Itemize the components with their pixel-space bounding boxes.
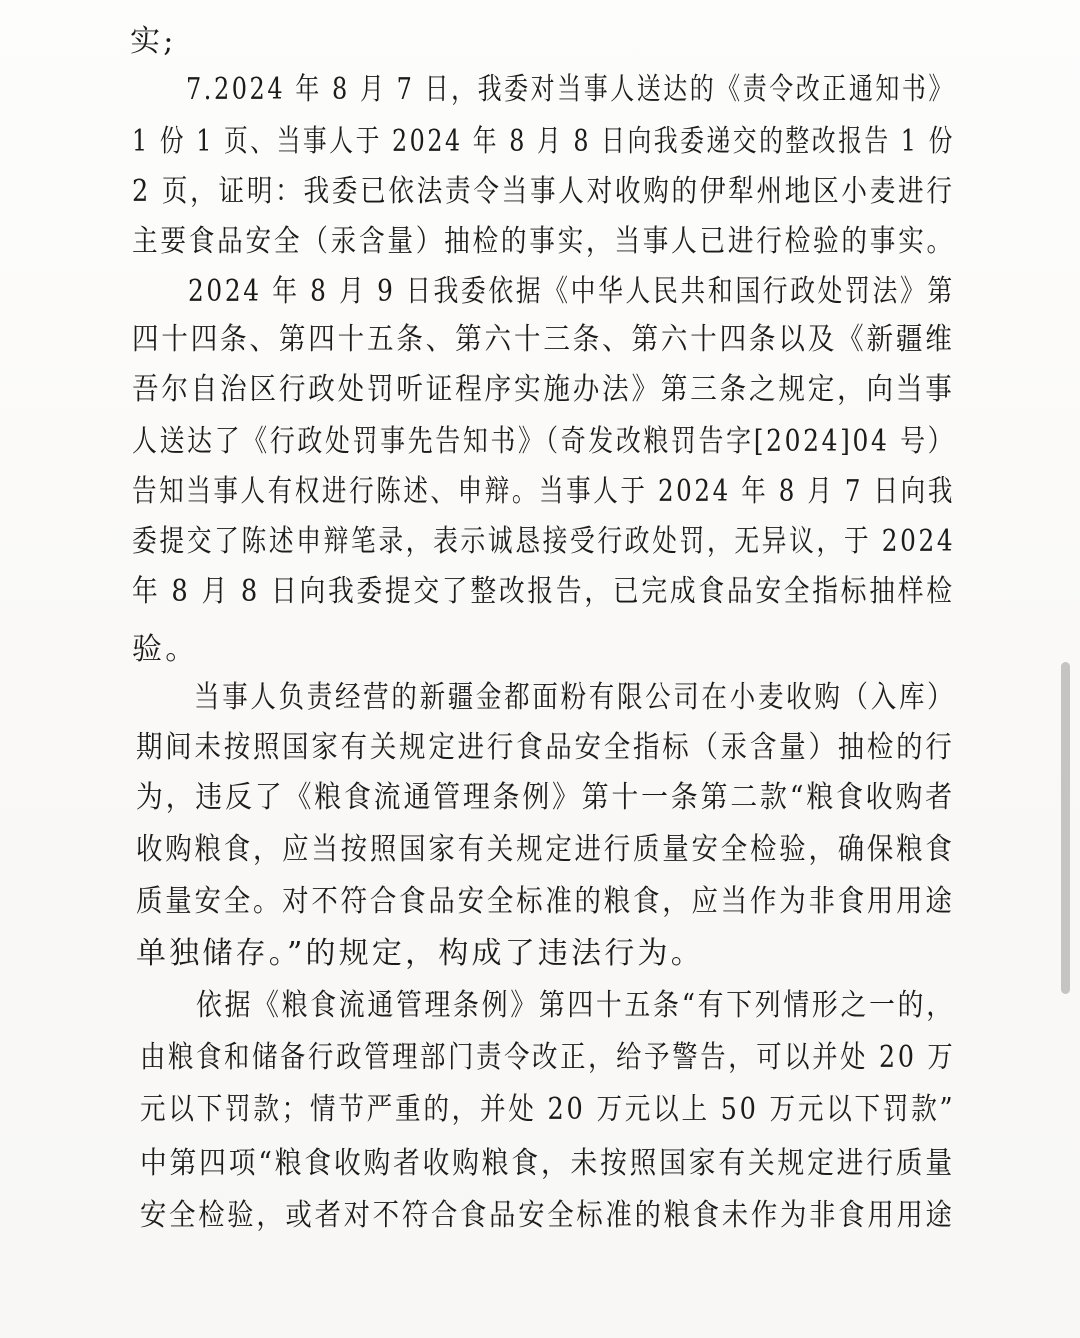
text-line: 人送达了《行政处罚事先告知书》（奇发改粮罚告字[2024]04 号） — [132, 424, 956, 459]
text-line: 收购粮食，应当按照国家有关规定进行质量安全检验，确保粮食 — [136, 832, 955, 867]
text-line: 安全检验，或者对不符合食品安全标准的粮食未作为非食用用途 — [140, 1198, 955, 1233]
text-line: 2024 年 8 月 9 日我委依据《中华人民共和国行政处罚法》第 — [188, 274, 955, 309]
text-line: 中第四项“粮食收购者收购粮食，未按照国家有关规定进行质量 — [140, 1146, 955, 1181]
text-line: 为，违反了《粮食流通管理条例》第十一条第二款“粮食收购者 — [136, 780, 955, 815]
text-line: 告知当事人有权进行陈述、申辩。当事人于 2024 年 8 月 7 日向我 — [132, 474, 955, 509]
text-line: 1 份 1 页、当事人于 2024 年 8 月 8 日向我委递交的整改报告 1 份 — [132, 124, 955, 159]
text-line: 元以下罚款；情节严重的，并处 20 万元以上 50 万元以下罚款” — [140, 1092, 956, 1127]
text-line: 吾尔自治区行政处罚听证程序实施办法》第三条之规定，向当事 — [132, 372, 955, 407]
text-line: 质量安全。对不符合食品安全标准的粮食，应当作为非食用用途 — [136, 884, 955, 919]
scrollbar-thumb[interactable] — [1061, 662, 1070, 994]
text-line: 四十四条、第四十五条、第六十三条、第六十四条以及《新疆维 — [132, 322, 955, 357]
text-line: 年 8 月 8 日向我委提交了整改报告，已完成食品安全指标抽样检 — [132, 574, 955, 609]
text-line: 当事人负责经营的新疆金都面粉有限公司在小麦收购（入库） — [194, 680, 956, 715]
text-line: 单独储存。”的规定，构成了违法行为。 — [136, 936, 704, 971]
text-line: 2 页，证明：我委已依法责令当事人对收购的伊犁州地区小麦进行 — [132, 174, 955, 209]
text-line: 由粮食和储备行政管理部门责令改正，给予警告，可以并处 20 万 — [140, 1040, 956, 1075]
text-line: 委提交了陈述申辩笔录，表示诚恳接受行政处罚，无异议，于 2024 — [132, 524, 956, 559]
text-line: 7.2024 年 8 月 7 日，我委对当事人送达的《责令改正通知书》 — [186, 72, 955, 107]
text-line: 主要食品安全（汞含量）抽检的事实，当事人已进行检验的事实。 — [132, 224, 955, 259]
text-line: 验。 — [132, 632, 199, 667]
text-line: 期间未按照国家有关规定进行食品安全指标（汞含量）抽检的行 — [136, 730, 955, 765]
text-line: 实; — [130, 24, 177, 59]
text-line: 依据《粮食流通管理条例》第四十五条“有下列情形之一的， — [196, 988, 955, 1023]
